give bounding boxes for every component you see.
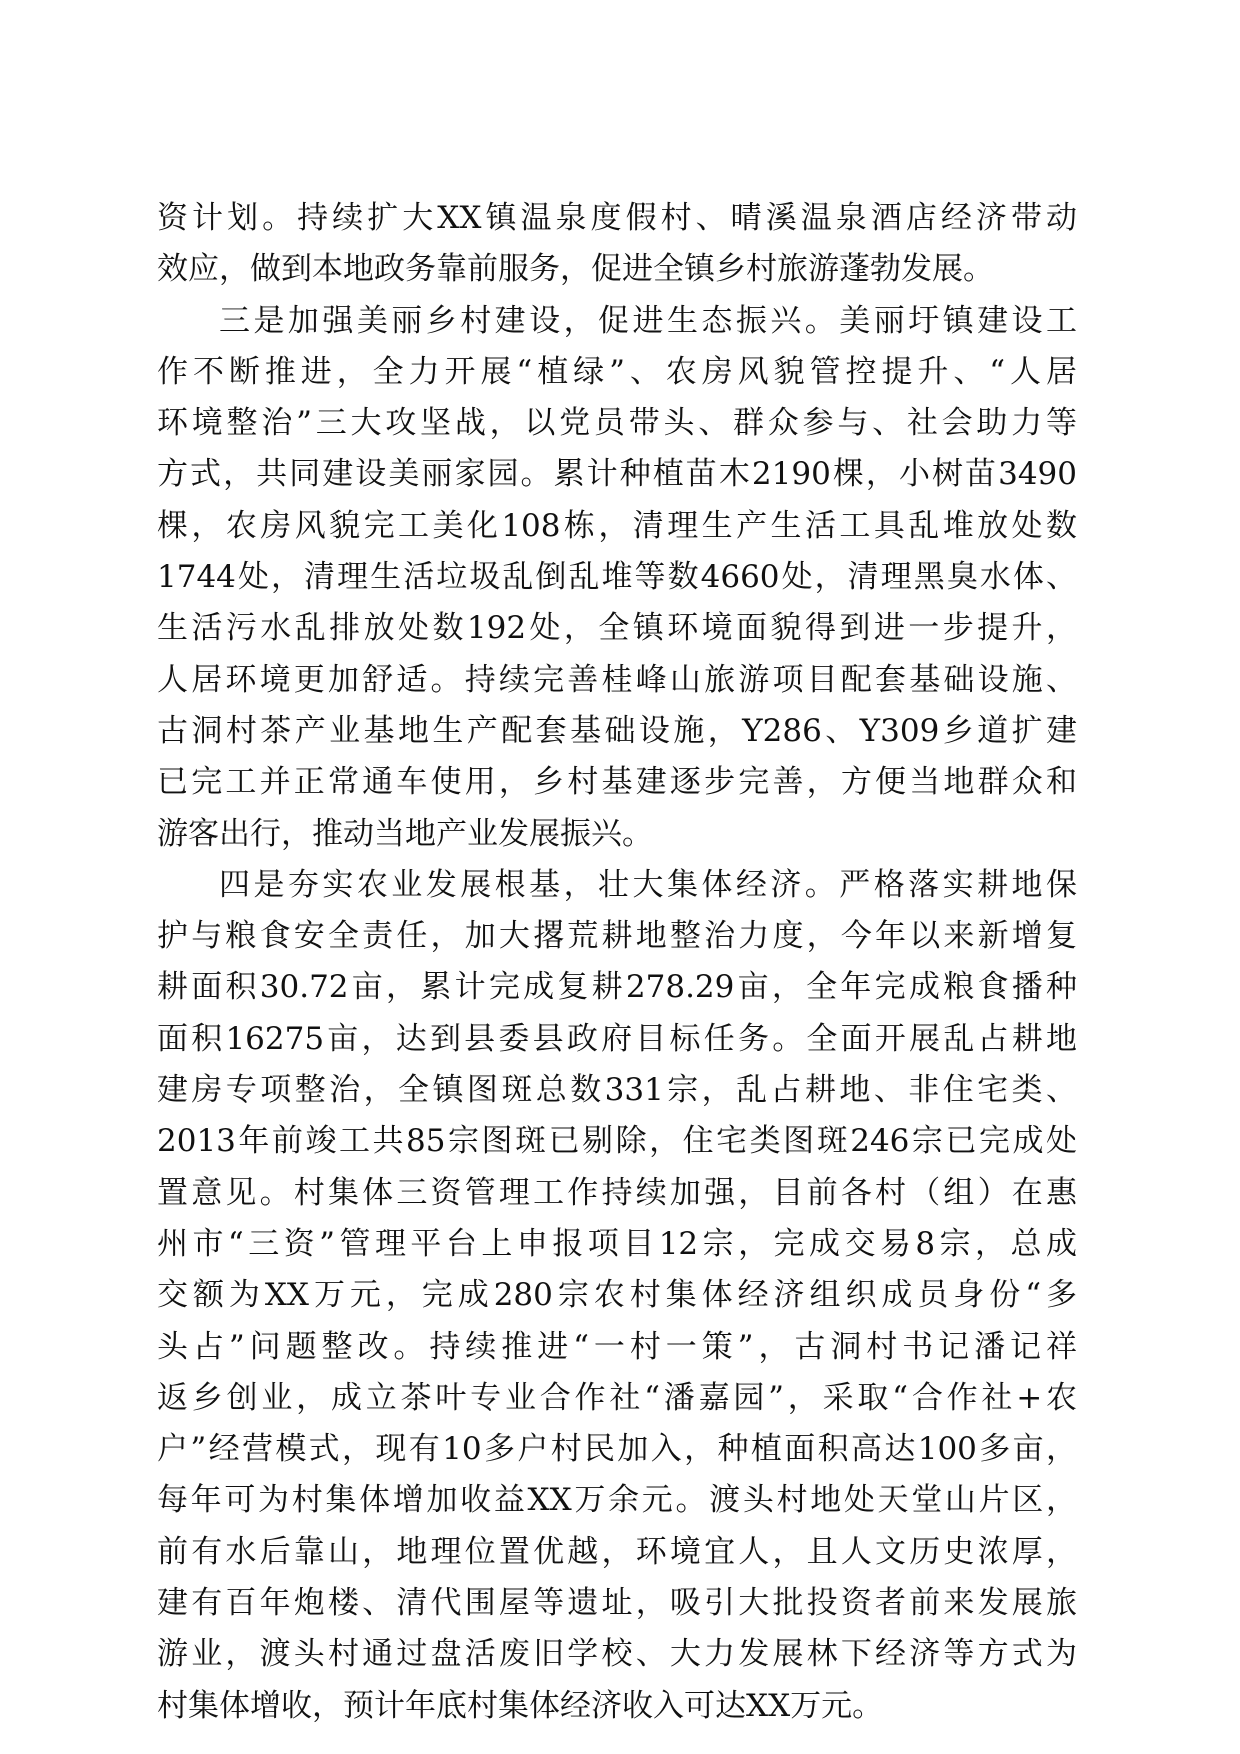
text-line: 建房专项整治，全镇图斑总数331宗，乱占耕地、非住宅类、 [157, 1072, 1077, 1109]
text-line: 头占”问题整改。持续推进“一村一策”，古洞村书记潘记祥 [157, 1328, 1077, 1365]
text-line: 耕面积30.72亩，累计完成复耕278.29亩，全年完成粮食播种 [157, 969, 1077, 1006]
paragraph-first-line: 四是夯实农业发展根基，壮大集体经济。严格落实耕地保 [219, 866, 1077, 903]
text-line: 前有水后靠山，地理位置优越，环境宜人，且人文历史浓厚， [157, 1533, 1077, 1570]
text-line: 面积16275亩，达到县委县政府目标任务。全面开展乱占耕地 [157, 1020, 1077, 1057]
text-line: 州市“三资”管理平台上申报项目12宗，完成交易8宗，总成 [157, 1225, 1077, 1262]
text-line: 游客出行，推动当地产业发展振兴。 [157, 815, 653, 852]
text-line: 户”经营模式，现有10多户村民加入，种植面积高达100多亩， [157, 1431, 1077, 1468]
text-line: 生活污水乱排放处数192处，全镇环境面貌得到进一步提升， [157, 610, 1077, 647]
text-line: 资计划。持续扩大XX镇温泉度假村、晴溪温泉酒店经济带动 [157, 200, 1077, 236]
text-line: 方式，共同建设美丽家园。累计种植苗木2190棵，小树苗3490 [157, 456, 1077, 493]
text-line: 已完工并正常通车使用，乡村基建逐步完善，方便当地群众和 [157, 764, 1077, 801]
body-text [157, 193, 1077, 1732]
text-line: 作不断推进，全力开展“植绿”、农房风貌管控提升、“人居 [157, 353, 1077, 390]
text-line: 效应，做到本地政务靠前服务，促进全镇乡村旅游蓬勃发展。 [157, 251, 994, 288]
text-line: 棵，农房风貌完工美化108栋，清理生产生活工具乱堆放处数 [157, 507, 1077, 544]
text-line: 环境整治”三大攻坚战，以党员带头、群众参与、社会助力等 [157, 405, 1077, 442]
text-line: 村集体增收，预计年底村集体经济收入可达XX万元。 [157, 1687, 884, 1724]
text-line: 返乡创业，成立茶叶专业合作社“潘嘉园”，采取“合作社+农 [157, 1379, 1077, 1416]
text-line: 建有百年炮楼、清代围屋等遗址，吸引大批投资者前来发展旅 [157, 1585, 1077, 1622]
text-line: 交额为XX万元，完成280宗农村集体经济组织成员身份“多 [157, 1277, 1077, 1314]
text-line: 古洞村茶产业基地生产配套基础设施，Y286、Y309乡道扩建 [157, 712, 1077, 749]
text-line: 2013年前竣工共85宗图斑已剔除，住宅类图斑246宗已完成处 [157, 1123, 1077, 1160]
text-line: 人居环境更加舒适。持续完善桂峰山旅游项目配套基础设施、 [157, 661, 1077, 698]
text-line: 置意见。村集体三资管理工作持续加强，目前各村（组）在惠 [157, 1174, 1077, 1211]
text-line: 游业，渡头村通过盘活废旧学校、大力发展林下经济等方式为 [157, 1636, 1077, 1673]
text-line: 1744处，清理生活垃圾乱倒乱堆等数4660处，清理黑臭水体、 [157, 559, 1077, 596]
paragraph-first-line: 三是加强美丽乡村建设，促进生态振兴。美丽圩镇建设工 [219, 302, 1077, 339]
text-line: 每年可为村集体增加收益XX万余元。渡头村地处天堂山片区， [157, 1482, 1077, 1519]
text-line: 护与粮食安全责任，加大撂荒耕地整治力度，今年以来新增复 [157, 918, 1077, 955]
